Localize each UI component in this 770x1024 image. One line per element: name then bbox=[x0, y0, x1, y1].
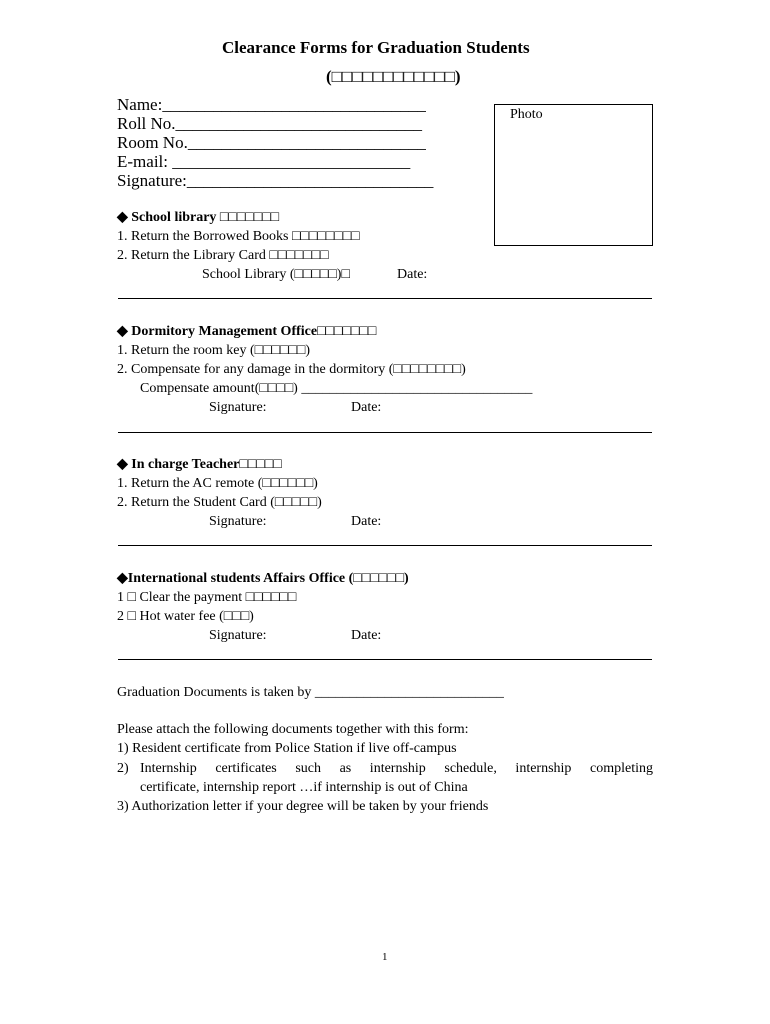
library-date-label: Date: bbox=[397, 267, 428, 282]
page-subtitle: (□□□□□□□□□□□□) bbox=[326, 67, 461, 86]
teacher-item-student-card: 2. Return the Student Card (□□□□□) bbox=[117, 495, 322, 510]
dormitory-heading: ◆ Dormitory Management Office□□□□□□□ bbox=[117, 324, 377, 339]
attach-item-internship-line1: Internship certificates such as internship schedule, internship completing bbox=[140, 761, 653, 776]
library-item-library-card: 2. Return the Library Card □□□□□□□ bbox=[117, 248, 329, 263]
attach-item-internship-line2: certificate, internship report …if internship is out of China bbox=[140, 780, 468, 795]
page-number: 1 bbox=[382, 951, 388, 963]
teacher-date-label: Date: bbox=[351, 514, 382, 529]
teacher-item-ac-remote: 1. Return the AC remote (□□□□□□) bbox=[117, 476, 318, 491]
section-divider bbox=[118, 659, 652, 660]
attach-item-internship-number: 2) bbox=[117, 761, 129, 776]
room-number-field: Room No.____________________________ bbox=[117, 133, 426, 152]
international-date-label: Date: bbox=[351, 628, 382, 643]
page-title: Clearance Forms for Graduation Students bbox=[222, 38, 530, 57]
international-signature-label: Signature: bbox=[209, 628, 267, 643]
international-item-hot-water: 2 □ Hot water fee (□□□) bbox=[117, 609, 254, 624]
library-signature-label: School Library (□□□□□)□ bbox=[202, 267, 350, 282]
documents-taken-by: Graduation Documents is taken by ___________________________ bbox=[117, 685, 504, 700]
attach-intro: Please attach the following documents together with this form: bbox=[117, 722, 469, 737]
dormitory-item-room-key: 1. Return the room key (□□□□□□) bbox=[117, 343, 311, 358]
dormitory-compensate-amount: Compensate amount(□□□□) _________________________________ bbox=[140, 381, 533, 396]
international-item-payment: 1 □ Clear the payment □□□□□□ bbox=[117, 590, 297, 605]
photo-label: Photo bbox=[510, 107, 543, 122]
dormitory-date-label: Date: bbox=[351, 400, 382, 415]
signature-field: Signature:_____________________________ bbox=[117, 171, 434, 190]
section-divider bbox=[118, 545, 652, 546]
section-divider bbox=[118, 298, 652, 299]
photo-box bbox=[494, 104, 653, 246]
teacher-heading: ◆ In charge Teacher□□□□□ bbox=[117, 457, 282, 472]
library-heading: ◆ School library □□□□□□□ bbox=[117, 210, 280, 225]
name-field: Name:_______________________________ bbox=[117, 95, 426, 114]
roll-number-field: Roll No._____________________________ bbox=[117, 114, 423, 133]
attach-item-resident-certificate: 1) Resident certificate from Police Station if live off-campus bbox=[117, 741, 457, 756]
email-field: E-mail: ____________________________ bbox=[117, 152, 411, 171]
international-heading: ◆International students Affairs Office (□□□□□□) bbox=[117, 571, 409, 586]
dormitory-signature-label: Signature: bbox=[209, 400, 267, 415]
dormitory-item-damage: 2. Compensate for any damage in the dormitory (□□□□□□□□) bbox=[117, 362, 466, 377]
library-item-borrowed-books: 1. Return the Borrowed Books □□□□□□□□ bbox=[117, 229, 360, 244]
attach-item-authorization-letter: 3) Authorization letter if your degree will be taken by your friends bbox=[117, 799, 489, 814]
teacher-signature-label: Signature: bbox=[209, 514, 267, 529]
section-divider bbox=[118, 432, 652, 433]
